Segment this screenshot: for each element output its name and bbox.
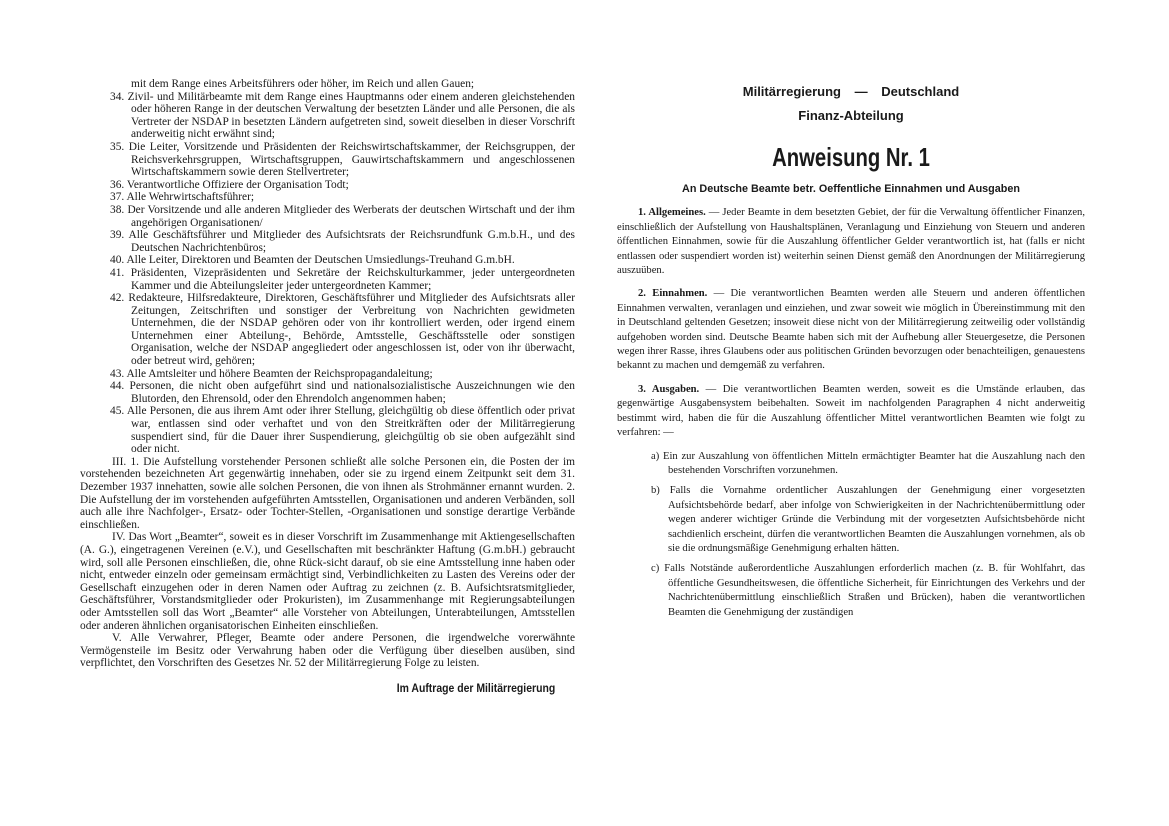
section-einnahmen [617,287,1085,373]
list-item: 34. Zivil- und Militärbeamte mit dem Range eines Hauptmanns oder einem anderen gleichstehenden oder höheren Range in der deutschen Verwaltung der besetzten Länder und alle Personen, die als Vertreter der NSDAP in besetzten Ländern aufgetreten sind, soweit dieselben in dieser Vorschrift anderweitig nicht erwähnt sind; [110,90,575,141]
section-text: — Die verantwortlichen Beamten werden alle Steuern und anderen öffentlichen Einnahmen verwalten, veranlagen und einziehen, und zwar soweit wie möglich in Übereinstimmung mit den in Deutschland geltenden Gesetzen; insoweit diese nicht von der Militärregierung zeitweilig oder vollständig aufgehoben worden sind. Deutsche Beamte haben sich mit der Aufhebung aller Steuergesetze, die Personen wegen ihrer Rasse, ihres Glaubens oder aus politischen Gründen bevorzugen oder benachteiligen, genauestens bekannt zu machen und demgemäß zu verfahren. [617,288,1085,372]
subitem-a: a) Ein zur Auszahlung von öffentlichen Mitteln ermächtigter Beamter hat die Auszahlung nach den bestehenden Vorschriften vorzunehmen. [651,450,1085,476]
right-page [617,84,1085,626]
list-item: 45. Alle Personen, die aus ihrem Amt oder ihrer Stellung, gleichgültig ob diese öffentlich oder privat war, entlassen sind oder verhaftet und von den Streitkräften oder der Militärregierung suspendiert sind, für die Dauer ihrer Suspendierung, gleichgültig ob sie oben aufgezählt sind oder nicht. [110,405,575,456]
signature-line: Im Auftrage der Militärregierung [396,681,556,695]
list-item: 40. Alle Leiter, Direktoren und Beamten der Deutschen Umsiedlungs-Treuhand G.m.bH. [110,254,515,267]
page-subtitle: An Deutsche Beamte betr. Oeffentliche Einnahmen und Ausgaben [682,183,1020,195]
list-item: 39. Alle Geschäftsführer und Mitglieder des Aufsichtsrats der Reichsrundfunk G.m.b.H., und des Deutschen Nachrichtenbüros; [110,229,575,254]
header-authority: Militärregierung — Deutschland [742,84,960,99]
list-item: 42. Redakteure, Hilfsredakteure, Direktoren, Geschäftsführer und Mitglieder des Aufsichtsrats aller Zeitungen, Zeitschriften und sonstiger der Verbreitung von Nachrichten gewidmeten Unternehmen, die der NSDAP gehören oder von ihr kontrolliert werden, oder irgend einem Unternehmen einer Abteilung-, Behörde, Amtsstelle, Geschäftsstelle oder sonstigen Organisation, welche der NSDAP angegliedert oder angeschlossen ist, oder von ihr überwacht, oder betreut wird, gehören; [110,292,575,368]
list-item: 35. Die Leiter, Vorsitzende und Präsidenten der Reichswirtschaftskammer, der Reichsgruppen, der Reichsverkehrsgruppen, Wirtschaftsgruppen, Gauwirtschaftskammern und angeschlossenen Wirtschaftskammern sowie deren Stellvertreter; [110,140,575,179]
paragraph-iv: IV. Das Wort „Beamter“, soweit es in dieser Vorschrift im Zusammenhange mit Aktiengesellschaften (A. G.), eingetragenen Vereinen (e.V.), und Gesellschaften mit beschränkter Haftung (G.m.bH.) gebraucht wird, soll alle Personen einschließen, die, ohne Rück-sicht darauf, ob sie eine Amtsstellung inne haben oder nicht, entweder einzeln oder gemeinsam ermächtigt sind, Verbindlichkeiten zu Lasten des Vereins oder der Gesellschaft einzugehen oder in deren Namen oder Auftrag zu zeichnen (z. B. Aufsichtsratsmitglieder, Geschäftsführer, Vorstandsmitglieder oder Prokuristen), im Zusammenhange mit Regierungsabteilungen oder Amtsstellen soll das Wort „Beamter“ alle Vorsteher von Abteilungen, Unterabteilungen, Amtsstellen oder anderen ähnlichen organisatorischen Einheiten einschließen. [80,531,575,632]
subitem-c: c) Falls Notstände außerordentliche Auszahlungen erforderlich machen (z. B. für Wohlfahrt, das öffentliche Gesundheitswesen, die öffentliche Sicherheit, für Einrichtungen des Verkehrs und der Nachrichtenübermittlung einschließlich Straßen und Brücken), haben die verantwortlichen Beamten die Genehmigung der zuständigen [651,563,1085,618]
section-label: 2. Einnahmen. [638,288,708,300]
header-department: Finanz-Abteilung [798,108,904,123]
section-ausgaben [617,383,1085,441]
list-item: 43. Alle Amtsleiter und höhere Beamten der Reichspropagandaleitung; [110,367,433,380]
list-item: 38. Der Vorsitzende und alle anderen Mitglieder des Werberats der deutschen Wirtschaft und der ihm angehörigen Organisationen/ [110,203,575,229]
list-item: 37. Alle Wehrwirtschaftsführer; [110,191,255,204]
list-item: 36. Verantwortliche Offiziere der Organisation Todt; [110,178,349,191]
section-text: — Die verantwortlichen Beamten werden, soweit es die Umstände erlauben, das gegenwärtige Ausgabensystem beibehalten. Soweit im nachfolgenden Paragraphen 4 nicht anderweitig bestimmt wird, haben die für die Auszahlung öffentlicher Mittel verantwortlichen Beamten wie folgt zu verfahren: — [617,383,1086,439]
section-allgemeines [617,206,1085,278]
list-item: 41. Präsidenten, Vizepräsidenten und Sekretäre der Reichskulturkammer, jeder untergeordneten Kammer und die Abteilungsleiter jeder untergeordneten Kammer; [110,266,575,292]
list-item: mit dem Range eines Arbeitsführers oder höher, im Reich und allen Gauen; [131,78,475,90]
section-label: 3. Ausgaben. [638,383,700,395]
section-label: 1. Allgemeines. [638,207,706,219]
subitem-b: b) Falls die Vornahme ordentlicher Auszahlungen der Genehmigung einer vorgesetzten Aufsichtsbehörde bedarf, aber infolge von Schwierigkeiten in der Nachrichtenübermittlung oder wegen anderer wichtiger Gründe die Verbindung mit der vorgesetzten Aufsichtsbehörde nicht sachdienlich erscheint, dürfen die verantwortlichen Beamten die Auszahlungen vornehmen, als ob sie die ordnungsmäßige Genehmigung erhalten hätten. [651,485,1085,554]
left-page [80,78,575,696]
paragraph-iii: III. 1. Die Aufstellung vorstehender Personen schließt alle solche Personen ein, die Posten der im vorstehenden bezeichneten Art gegenwärtig innehaben, oder sie zu irgend einem Zeitpunkt seit dem 31. Dezember 1937 innehatten, sowie alle solchen Personen, die von ihnen als Strohmänner ernannt wurden. 2. Die Aufstellung der im vorstehenden aufgeführten Amtsstellen, Organisationen und anderen Verbänden, soll auch alle ihre Nachfolger-, Ersatz- oder Tochter-Stellen, -Organisationen und sonstige derartige Verbände einschließen. [80,455,575,531]
section-text: — Jeder Beamte in dem besetzten Gebiet, der für die Verwaltung öffentlicher Finanzen, einschließlich der Aufstellung von Haushaltsplänen, Veranlagung und Einziehung von Steuern und anderen öffentlichen Einnahmen, sowie für die Auszahlung öffentlicher Gelder verantwortlich ist, hat (falls er nicht entlassen oder suspendiert worden ist) weiterhin seinen Dienst gemäß den Anordnungen der Militärregierung auszuüben. [617,207,1085,277]
page-title: Anweisung Nr. 1 [772,142,930,172]
list-item: 44. Personen, die nicht oben aufgeführt sind und nationalsozialistische Auszeichnungen wie den Blutorden, den Ehrensold, oder den Ehrendolch angenommen haben; [110,380,575,405]
paragraph-v: V. Alle Verwahrer, Pfleger, Beamte oder andere Personen, die irgendwelche vorerwähnte Vermögensteile im Besitz oder Verwahrung haben oder die Verfügung über dieselben ausüben, sind verpflichtet, den Vorschriften des Gesetzes Nr. 52 der Militärregierung Folge zu leisten. [80,632,575,670]
